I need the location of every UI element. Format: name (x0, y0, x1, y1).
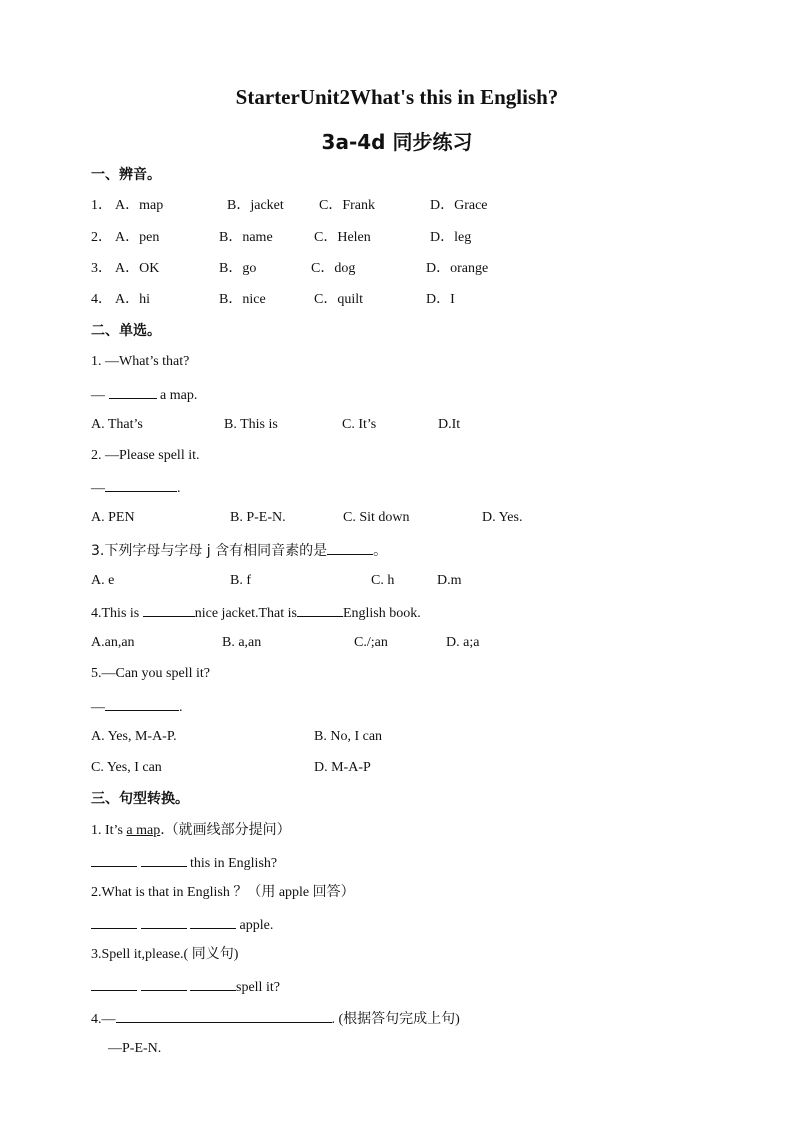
option-b: B．nice (219, 292, 266, 307)
option-a: A．pen (115, 230, 160, 245)
answer-blank[interactable] (91, 853, 137, 867)
option-d: D.m (437, 573, 462, 588)
option-a: A. e (91, 573, 115, 588)
mc-question-2-reply: — . (91, 478, 181, 498)
option-d: D. a;a (446, 635, 480, 650)
question-number: 4． (91, 292, 112, 307)
answer-blank[interactable] (91, 915, 137, 929)
option-c: C. It’s (342, 417, 377, 432)
answer-blank[interactable] (297, 603, 343, 617)
option-a: A.an,an (91, 635, 135, 650)
mc-question-2-stem: 2. —Please spell it. (91, 448, 200, 463)
answer-blank[interactable] (143, 603, 195, 617)
answer-blank[interactable] (91, 977, 137, 991)
mc-question-5-reply: — . (91, 697, 183, 717)
transform-question-1-answer: this in English? (91, 853, 277, 873)
option-b: B．go (219, 261, 257, 276)
underlined-phrase: a map (126, 823, 161, 838)
answer-blank[interactable] (105, 697, 179, 711)
option-c: C./;an (354, 635, 388, 650)
option-d: D. Yes. (482, 510, 523, 525)
option-c: C. h (371, 573, 395, 588)
option-a: A. Yes, M-A-P. (91, 729, 177, 744)
transform-question-1-stem: 1. It’s a map.（就画线部分提问） (91, 822, 291, 838)
option-c: C．Helen (314, 230, 371, 245)
option-c: C. Yes, I can (91, 760, 162, 775)
option-c: C．quilt (314, 292, 364, 307)
option-b: B. P-E-N. (230, 510, 286, 525)
answer-blank[interactable] (141, 853, 187, 867)
mc-question-1-reply: — a map. (91, 385, 197, 405)
transform-question-2-stem: 2.What is that in English ？（用 apple 回答） (91, 885, 355, 900)
answer-blank[interactable] (109, 385, 157, 399)
option-b: B．jacket (227, 198, 284, 213)
answer-blank[interactable] (190, 977, 236, 991)
question-number: 3． (91, 261, 112, 276)
answer-blank[interactable] (327, 541, 373, 555)
option-d: D．Grace (430, 198, 488, 213)
option-d: D．leg (430, 230, 472, 245)
option-d: D. M-A-P (314, 760, 371, 775)
option-a: A. PEN (91, 510, 135, 525)
option-d: D．orange (426, 261, 489, 276)
section-heading-multiple-choice: 二、单选。 (91, 323, 161, 339)
section-heading-phonics: 一、辨音。 (91, 167, 161, 183)
mc-question-5-stem: 5.—Can you spell it? (91, 666, 210, 681)
mc-question-4-stem: 4.This is nice jacket.That is English book. (91, 603, 421, 623)
question-number: 1． (91, 198, 112, 213)
option-a: A．hi (115, 292, 150, 307)
transform-question-3-answer: spell it? (91, 977, 280, 997)
worksheet-subtitle: 3a-4d 同步练习 (321, 130, 473, 154)
option-a: A．OK (115, 261, 160, 276)
option-b: B. No, I can (314, 729, 383, 744)
answer-blank[interactable] (190, 915, 236, 929)
mc-question-1-stem: 1. —What’s that? (91, 354, 190, 369)
transform-question-2-answer: apple. (91, 915, 273, 935)
option-b: B. This is (224, 417, 278, 432)
option-c: C．Frank (319, 198, 375, 213)
answer-blank[interactable] (116, 1009, 332, 1023)
option-b: B. a,an (222, 635, 262, 650)
question-number: 2． (91, 230, 112, 245)
transform-question-4-reply: —P-E-N. (108, 1041, 162, 1056)
option-b: B. f (230, 573, 251, 588)
option-a: A. That’s (91, 417, 143, 432)
transform-question-4-stem: 4.— . (根据答句完成上句) (91, 1009, 460, 1029)
answer-blank[interactable] (105, 478, 177, 492)
option-b: B．name (219, 230, 273, 245)
answer-blank[interactable] (141, 977, 187, 991)
option-d: D．I (426, 292, 455, 307)
option-d: D.It (438, 417, 461, 432)
worksheet-title: StarterUnit2What's this in English? (235, 85, 559, 109)
option-c: C．dog (311, 261, 356, 276)
option-c: C. Sit down (343, 510, 410, 525)
answer-blank[interactable] (141, 915, 187, 929)
section-heading-sentence-transformation: 三、句型转换。 (91, 791, 189, 807)
option-a: A．map (115, 198, 164, 213)
transform-question-3-stem: 3.Spell it,please.( 同义句) (91, 947, 239, 962)
mc-question-3-stem: 3.下列字母与字母 j 含有相同音素的是 。 (91, 543, 388, 559)
